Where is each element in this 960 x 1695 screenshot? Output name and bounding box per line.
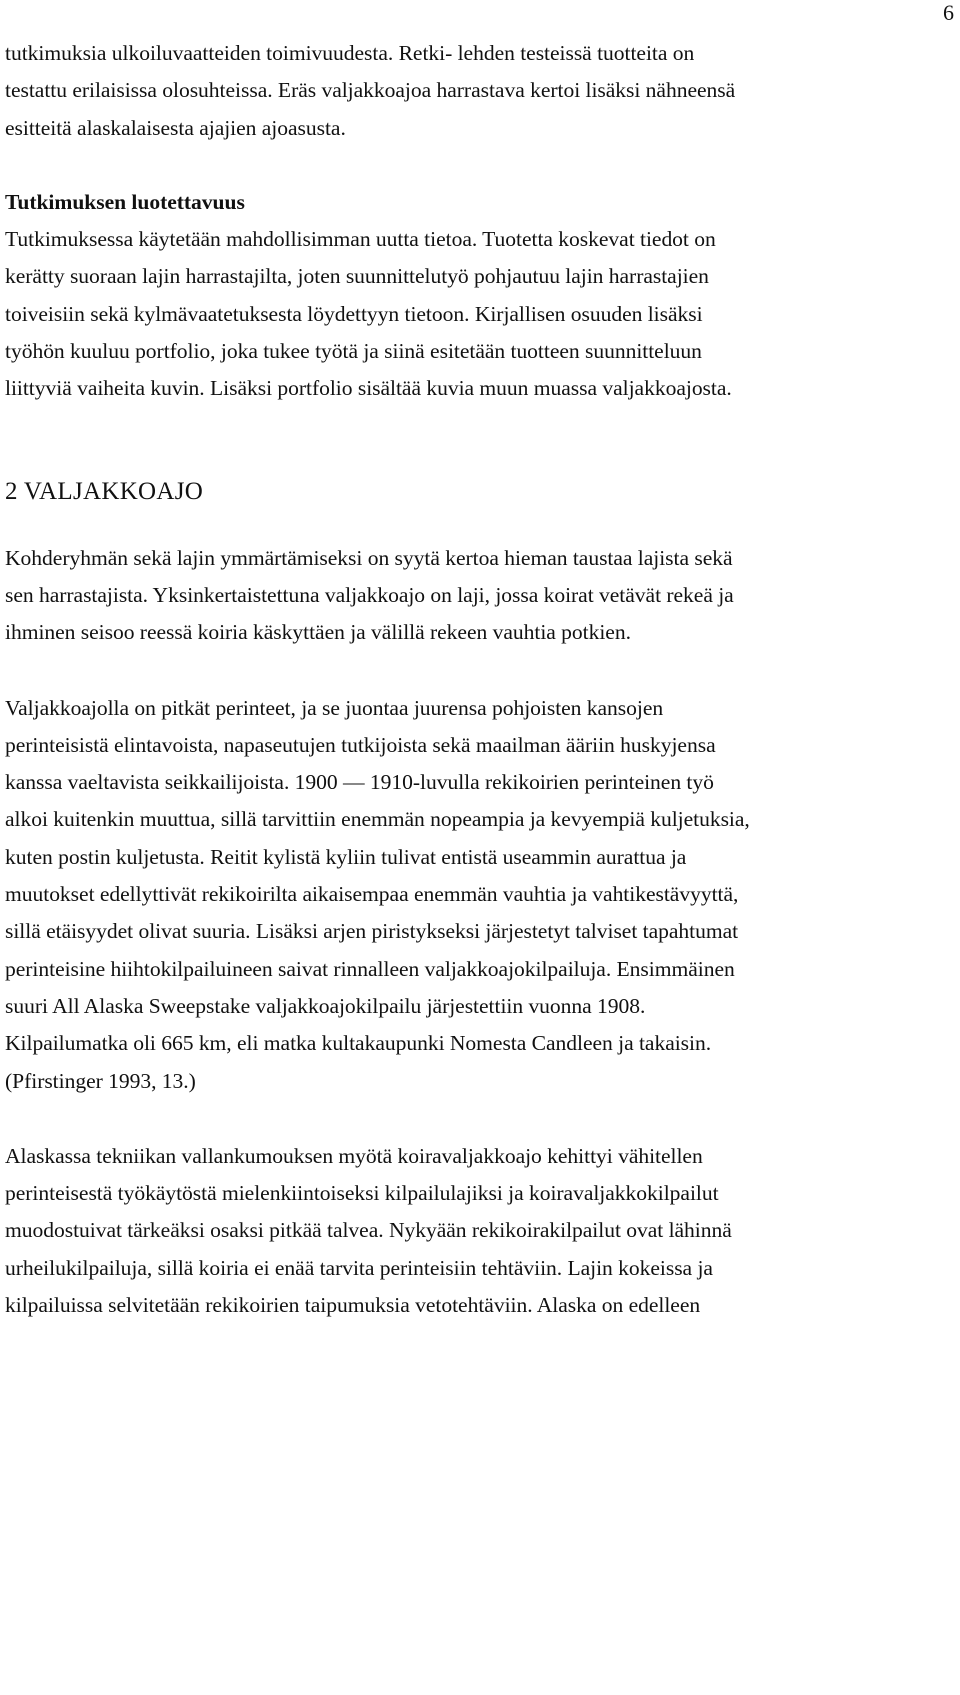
text-line: liittyviä vaiheita kuvin. Lisäksi portfolio sisältää kuvia muun muassa valjakkoajosta. [5,376,732,401]
text-line: työhön kuuluu portfolio, joka tukee työtä ja siinä esitetään tuotteen suunnitteluun [5,339,702,364]
text-line: suuri All Alaska Sweepstake valjakkoajokilpailu järjestettiin vuonna 1908. [5,993,646,1018]
text-line: perinteisistä elintavoista, napaseutujen tutkijoista sekä maailman ääriin huskyjensa [5,732,716,757]
text-line: urheilukilpailuja, sillä koiria ei enää tarvita perinteisiin tehtäviin. Lajin kokeissa ja [5,1255,713,1280]
text-line: muutokset edellyttivät rekikoirilta aikaisempaa enemmän vauhtia ja vahtikestävyyttä, [5,882,739,907]
text-line: sillä etäisyydet olivat suuria. Lisäksi arjen piristykseksi järjestetyt talviset tapahtumat [5,919,739,944]
chapter-paragraph-3 [5,1138,955,1324]
text-line: sen harrastajista. Yksinkertaistettuna valjakkoajo on laji, jossa koirat vetävät rekeä ja [5,582,734,607]
chapter-heading: 2 VALJAKKOAJO [5,477,204,505]
text-line: perinteisestä työkäytöstä mielenkiintoiseksi kilpailulajiksi ja koiravaljakkokilpailut [5,1181,719,1206]
intro-paragraph [5,35,955,147]
text-line: Alaskassa tekniikan vallankumouksen myötä koiravaljakkoajo kehittyi vähitellen [5,1143,703,1168]
page-number: 6 [943,0,954,25]
text-line: alkoi kuitenkin muuttua, sillä tarvittiin enemmän nopeampia ja kevyempiä kuljetuksia, [5,807,750,832]
text-line: kuten postin kuljetusta. Reitit kylistä kyliin tulivat entistä useammin aurattua ja [5,844,687,869]
text-line: kerätty suoraan lajin harrastajilta, joten suunnittelutyö pohjautuu lajin harrastajien [5,264,709,289]
text-line: kanssa vaeltavista seikkailijoista. 1900 — 1910-luvulla rekikoirien perinteinen työ [5,770,714,795]
chapter-section [5,464,955,1325]
text-line: esitteitä alaskalaisesta ajajien ajoasusta. [5,115,346,140]
document-body [5,35,955,1324]
text-line: muodostuivat tärkeäksi osaksi pitkää talvea. Nykyään rekikoirakilpailut ovat lähinnä [5,1218,732,1243]
text-line: kilpailuissa selvitetään rekikoirien taipumuksia vetotehtäviin. Alaska on edelleen [5,1293,701,1318]
text-line: tutkimuksia ulkoiluvaatteiden toimivuudesta. Retki- lehden testeissä tuotteita on [5,41,695,65]
text-line: Kohderyhmän sekä lajin ymmärtämiseksi on syytä kertoa hieman taustaa lajista sekä [5,545,733,570]
text-line: perinteisine hiihtokilpailuineen saivat rinnalleen valjakkoajokilpailuja. Ensimmäinen [5,956,735,981]
text-line: Kilpailumatka oli 665 km, eli matka kultakaupunki Nomesta Candleen ja takaisin. [5,1031,712,1056]
text-line: Valjakkoajolla on pitkät perinteet, ja se juontaa juurensa pohjoisten kansojen [5,695,664,720]
reliability-section [5,184,955,408]
chapter-paragraph-2 [5,690,955,1100]
text-line: Tutkimuksessa käytetään mahdollisimman uutta tietoa. Tuotetta koskevat tiedot on [5,227,716,252]
text-line: (Pfirstinger 1993, 13.) [5,1068,196,1093]
chapter-paragraph-1 [5,540,955,652]
section-heading: Tutkimuksen luotettavuus [5,189,245,214]
text-line: toiveisiin sekä kylmävaatetuksesta löydettyyn tietoon. Kirjallisen osuuden lisäksi [5,301,703,326]
text-line: testattu erilaisissa olosuhteissa. Eräs valjakkoajoa harrastava kertoi lisäksi nähneensä [5,78,736,103]
text-line: ihminen seisoo reessä koiria käskyttäen ja välillä rekeen vauhtia potkien. [5,620,631,645]
